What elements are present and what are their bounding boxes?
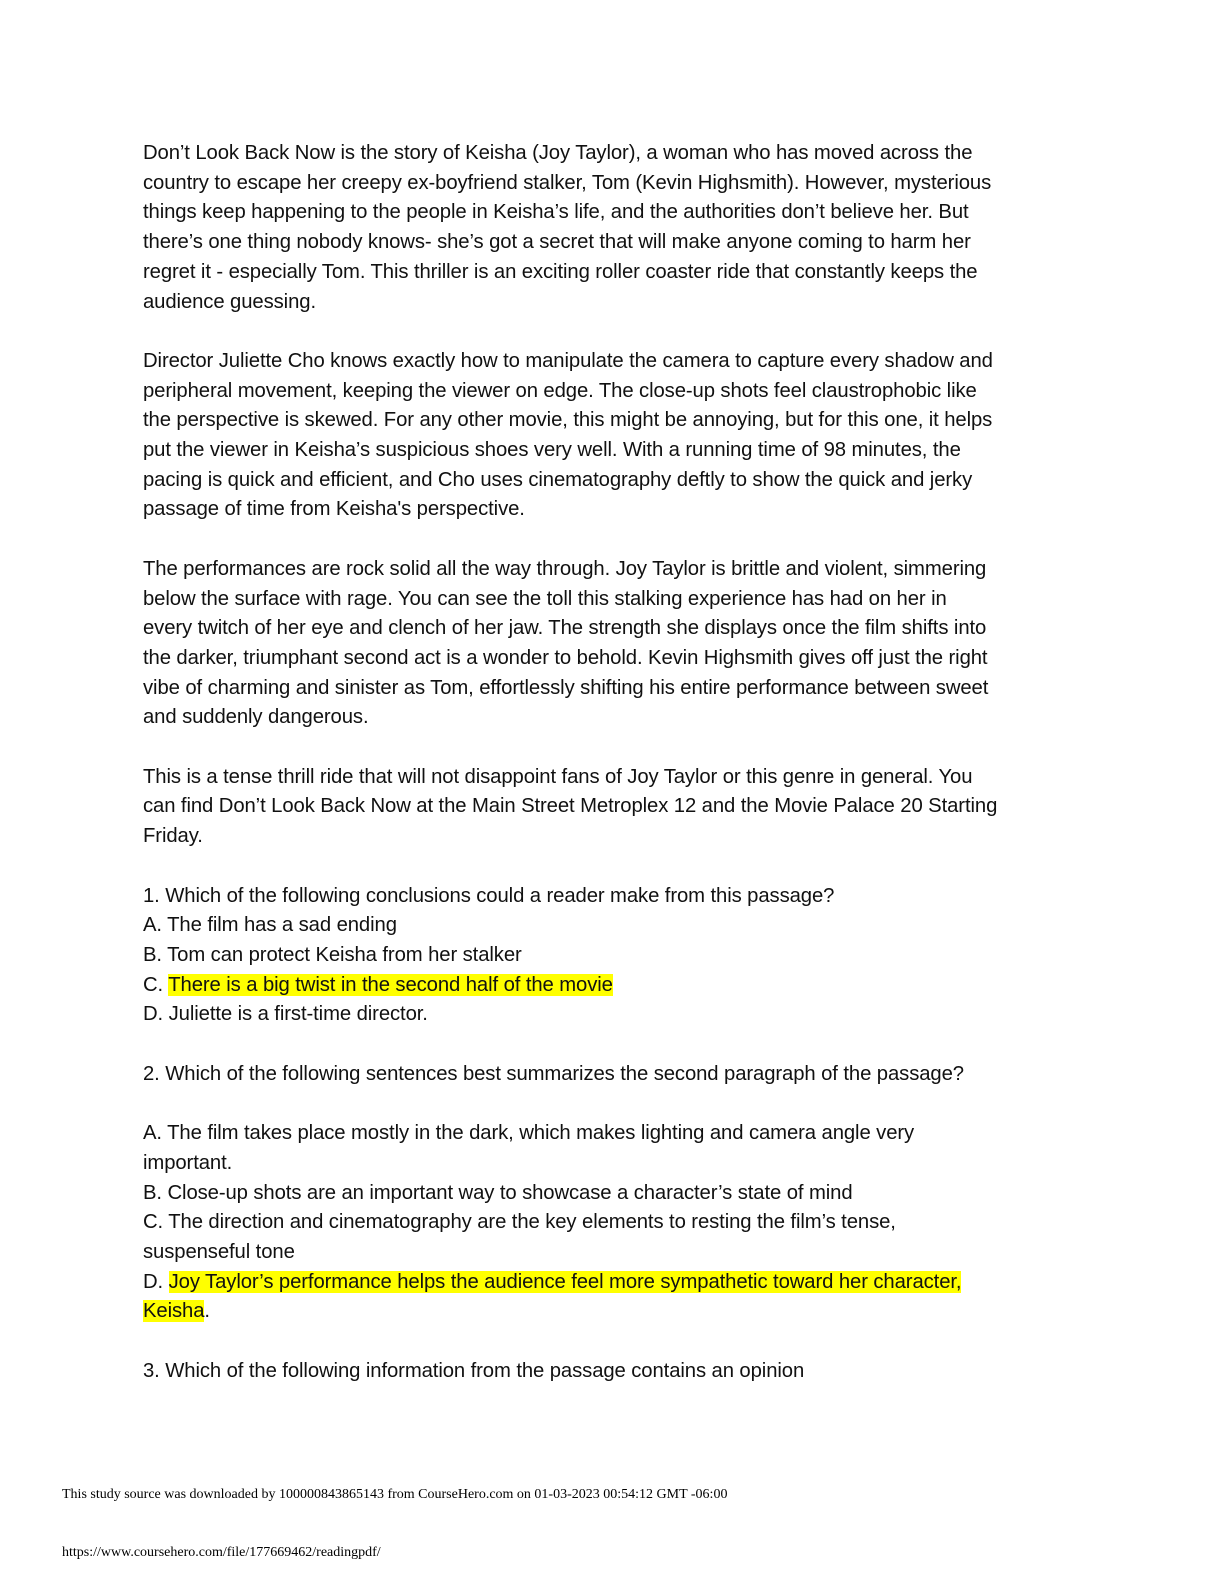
question-2-text	[143, 1060, 1083, 1090]
highlighted-answer: There is a big twist in the second half of the movie	[168, 973, 613, 996]
answer-option-c: C. The direction and cinematography are the key elements to resting the film’s tense,	[143, 1211, 896, 1234]
text-line: passage of time from Keisha's perspective.	[143, 498, 525, 521]
answer-option-a: A. The film takes place mostly in the dark, which makes lighting and camera angle very	[143, 1122, 915, 1145]
highlighted-answer: Joy Taylor’s performance helps the audience feel more sympathetic toward her character,	[168, 1270, 962, 1293]
text-line: audience guessing.	[143, 290, 316, 313]
text-line: put the viewer in Keisha’s suspicious shoes very well. With a running time of 98 minutes, the	[143, 439, 961, 462]
text-line: pacing is quick and efficient, and Cho uses cinematography deftly to show the quick and jerky	[143, 468, 973, 491]
text-line: Friday.	[143, 825, 203, 848]
question-text: 1. Which of the following conclusions could a reader make from this passage?	[143, 884, 835, 907]
text-line: below the surface with rage. You can see the toll this stalking experience has had on her in	[143, 587, 947, 610]
text-line: The performances are rock solid all the way through. Joy Taylor is brittle and violent, simmering	[143, 557, 987, 580]
text-line: and suddenly dangerous.	[143, 706, 369, 729]
text-line: country to escape her creepy ex-boyfriend stalker, Tom (Kevin Highsmith). However, mysterious	[143, 171, 992, 194]
question-3	[143, 1357, 1083, 1387]
text-line: Don’t Look Back Now is the story of Keisha (Joy Taylor), a woman who has moved across the	[143, 142, 973, 164]
question-text: 3. Which of the following information from the passage contains an opinion	[143, 1359, 805, 1382]
document-body	[143, 139, 1083, 1416]
text-line: the perspective is skewed. For any other movie, this might be annoying, but for this one, it helps	[143, 409, 993, 432]
answer-option-d: D. Juliette is a first-time director.	[143, 1003, 428, 1026]
answer-option-d	[143, 1268, 1083, 1298]
option-prefix: D.	[143, 1270, 169, 1293]
text-line: every twitch of her eye and clench of her jaw. The strength she displays once the film shifts into	[143, 617, 987, 640]
answer-option-d-cont	[143, 1297, 1083, 1327]
answer-option-b: B. Close-up shots are an important way to showcase a character’s state of mind	[143, 1181, 853, 1204]
option-suffix: .	[204, 1300, 210, 1323]
text-line: can find Don’t Look Back Now at the Main Street Metroplex 12 and the Movie Palace 20 Starting	[143, 795, 998, 818]
answer-option-c-cont: suspenseful tone	[143, 1240, 295, 1263]
paragraph-4	[143, 763, 1083, 852]
highlighted-answer: Keisha	[143, 1300, 205, 1323]
text-line: the darker, triumphant second act is a wonder to behold. Kevin Highsmith gives off just the right	[143, 646, 988, 669]
answer-option-a: A. The film has a sad ending	[143, 914, 397, 937]
answer-option-b: B. Tom can protect Keisha from her stalker	[143, 943, 522, 966]
question-2-options	[143, 1119, 1083, 1327]
text-line: there’s one thing nobody knows- she’s got a secret that will make anyone coming to harm her	[143, 231, 971, 254]
answer-option-c	[143, 971, 1083, 1001]
text-line: This is a tense thrill ride that will not disappoint fans of Joy Taylor or this genre in general. You	[143, 765, 973, 788]
download-notice: This study source was downloaded by 100000843865143 from CourseHero.com on 01-03-2023 00:54:12 GMT -06:00	[62, 1487, 728, 1502]
paragraph-3	[143, 555, 1083, 733]
source-url: https://www.coursehero.com/file/177669462/readingpdf/	[62, 1545, 381, 1560]
text-line: peripheral movement, keeping the viewer on edge. The close-up shots feel claustrophobic like	[143, 379, 977, 402]
question-1	[143, 882, 1083, 1031]
text-line: things keep happening to the people in Keisha’s life, and the authorities don’t believe her. But	[143, 201, 969, 224]
question-text: 2. Which of the following sentences best summarizes the second paragraph of the passage?	[143, 1062, 964, 1085]
answer-option-a-cont: important.	[143, 1151, 233, 1174]
option-prefix: C.	[143, 973, 169, 996]
text-line: Director Juliette Cho knows exactly how to manipulate the camera to capture every shadow and	[143, 349, 993, 372]
paragraph-1	[143, 139, 1083, 317]
paragraph-2	[143, 347, 1083, 525]
text-line: vibe of charming and sinister as Tom, effortlessly shifting his entire performance between sweet	[143, 676, 989, 699]
text-line: regret it - especially Tom. This thriller is an exciting roller coaster ride that constantly keeps the	[143, 260, 978, 283]
